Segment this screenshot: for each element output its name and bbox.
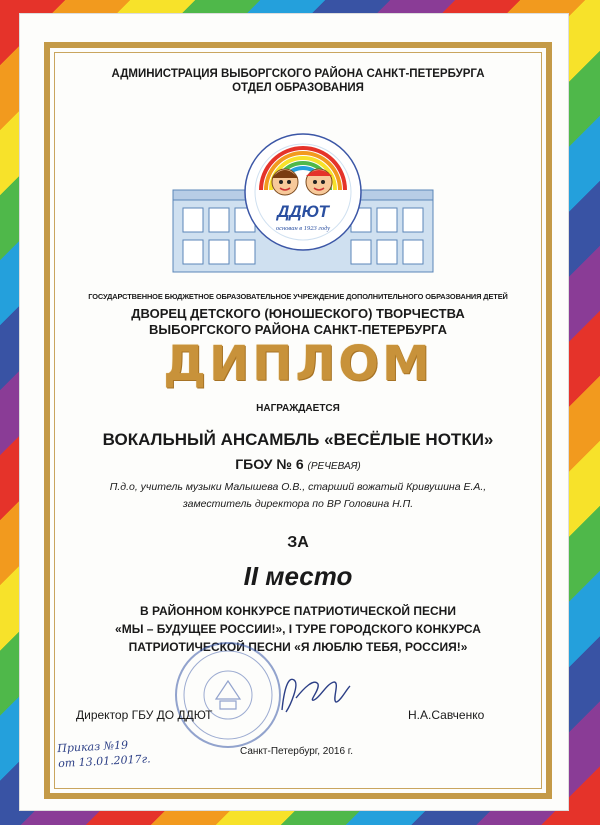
administration-heading: АДМИНИСТРАЦИЯ ВЫБОРГСКОГО РАЙОНА САНКТ-ПЕТЕРБУРГА (111, 68, 485, 80)
institution-name-line1: ДВОРЕЦ ДЕТСКОГО (ЮНОШЕСКОГО) ТВОРЧЕСТВА (131, 306, 465, 321)
director-label: Директор ГБУ ДО ДДЮТ (76, 708, 213, 722)
handwritten-date: от 13.01.2017г. (57, 752, 151, 771)
contest-line3: ПАТРИОТИЧЕСКОЙ ПЕСНИ «Я ЛЮБЛЮ ТЕБЯ, РОССИЯ!» (128, 640, 468, 654)
awarded-label: НАГРАЖДАЕТСЯ (256, 403, 340, 414)
contest-line1: В РАЙОННОМ КОНКУРСЕ ПАТРИОТИЧЕСКОЙ ПЕСНИ (140, 604, 456, 618)
award-place: II место (243, 561, 353, 591)
logo-abbreviation: ДДЮТ (277, 202, 329, 221)
director-name: Н.А.Савченко (408, 708, 485, 722)
department-heading: ОТДЕЛ ОБРАЗОВАНИЯ (232, 82, 364, 94)
staff-line1: П.д.о, учитель музыки Малышева О.В., старший вожатый Кривушина Е.А., (109, 481, 487, 493)
ddyut-logo (153, 104, 453, 304)
recipient-name: ВОКАЛЬНЫЙ АНСАМБЛЬ «ВЕСЁЛЫЕ НОТКИ» (102, 430, 494, 449)
school-note: (РЕЧЕВАЯ) (307, 461, 361, 472)
logo-founded: основан в 1923 году (275, 225, 331, 232)
handwritten-order: Приказ №19 (57, 738, 129, 756)
official-stamp (172, 639, 284, 751)
staff-line2: заместитель директора по ВР Головина Н.П. (182, 498, 414, 510)
institution-name-line2: ВЫБОРГСКОГО РАЙОНА САНКТ-ПЕТЕРБУРГА (149, 322, 447, 337)
city-year: Санкт-Петербург, 2016 г. (240, 746, 353, 757)
diploma-title: ДИПЛОМ (163, 336, 433, 392)
for-label: ЗА (287, 534, 309, 551)
contest-line2: «МЫ – БУДУЩЕЕ РОССИИ!», I ТУРЕ ГОРОДСКОГО КОНКУРСА (115, 622, 481, 636)
handwritten-note (57, 735, 179, 783)
diploma-content (54, 52, 542, 789)
director-signature (274, 670, 354, 720)
school-name: ГБОУ № 6 (235, 456, 304, 472)
institution-type: ГОСУДАРСТВЕННОЕ БЮДЖЕТНОЕ ОБРАЗОВАТЕЛЬНОЕ УЧРЕЖДЕНИЕ ДОПОЛНИТЕЛЬНОГО ОБРАЗОВАНИЯ ДЕТЕЙ (88, 292, 508, 301)
stamp-emblem-icon (216, 681, 240, 709)
school-line (54, 456, 542, 472)
